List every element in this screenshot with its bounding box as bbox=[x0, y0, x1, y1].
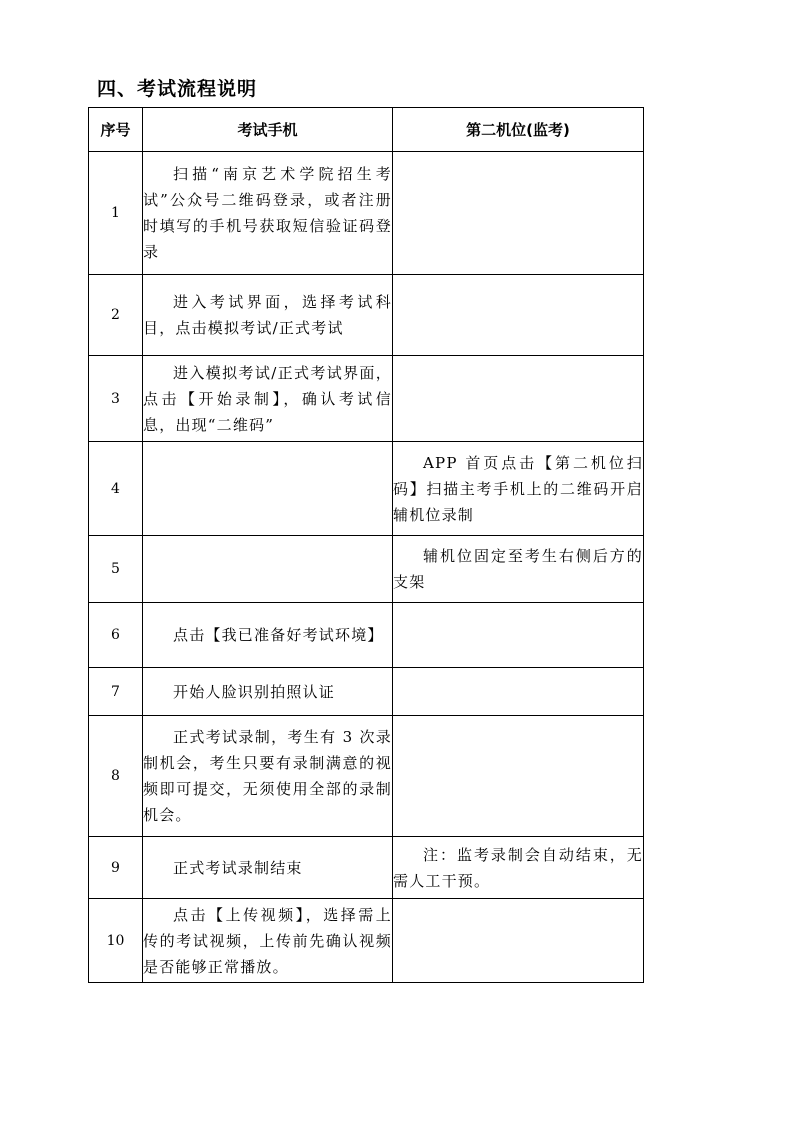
row-number: 10 bbox=[89, 899, 143, 983]
phone-step bbox=[143, 275, 393, 356]
second-camera-step-text: 注：监考录制会自动结束，无需人工干预。 bbox=[393, 845, 643, 890]
table-row bbox=[89, 668, 644, 716]
row-number: 3 bbox=[89, 356, 143, 442]
phone-step bbox=[143, 152, 393, 275]
header-second-camera: 第二机位(监考) bbox=[393, 108, 644, 152]
second-camera-step bbox=[393, 837, 644, 899]
phone-step bbox=[143, 668, 393, 716]
second-camera-step bbox=[393, 356, 644, 442]
row-number: 1 bbox=[89, 152, 143, 275]
phone-step-text: 正式考试录制结束 bbox=[173, 858, 303, 877]
header-sequence: 序号 bbox=[89, 108, 143, 152]
phone-step-text: 正式考试录制，考生有 3 次录制机会，考生只要有录制满意的视频即可提交，无须使用全部的录制机会。 bbox=[143, 728, 392, 824]
table-row bbox=[89, 716, 644, 837]
table-row bbox=[89, 442, 644, 536]
second-camera-step-text: APP 首页点击【第二机位扫码】扫描主考手机上的二维码开启辅机位录制 bbox=[393, 453, 643, 524]
phone-step bbox=[143, 899, 393, 983]
table-row bbox=[89, 152, 644, 275]
row-number: 9 bbox=[89, 837, 143, 899]
table-row bbox=[89, 536, 644, 603]
phone-step bbox=[143, 442, 393, 536]
second-camera-step bbox=[393, 442, 644, 536]
row-number: 2 bbox=[89, 275, 143, 356]
table-header-row bbox=[89, 108, 644, 152]
phone-step-text: 点击【上传视频】，选择需上传的考试视频，上传前先确认视频是否能够正常播放。 bbox=[143, 905, 392, 976]
second-camera-step bbox=[393, 899, 644, 983]
second-camera-step bbox=[393, 152, 644, 275]
section-title: 四、考试流程说明 bbox=[97, 78, 258, 100]
header-exam-phone: 考试手机 bbox=[143, 108, 393, 152]
second-camera-step bbox=[393, 275, 644, 356]
phone-step-text: 开始人脸识别拍照认证 bbox=[173, 682, 336, 701]
second-camera-step-text: 辅机位固定至考生右侧后方的支架 bbox=[393, 547, 643, 591]
table-row bbox=[89, 356, 644, 442]
table-row bbox=[89, 603, 644, 668]
phone-step-text: 进入模拟考试/正式考试界面，点击【开始录制】，确认考试信息，出现“二维码” bbox=[143, 363, 392, 434]
second-camera-step bbox=[393, 603, 644, 668]
row-number: 7 bbox=[89, 668, 143, 716]
second-camera-step bbox=[393, 536, 644, 603]
exam-flow-table bbox=[88, 107, 644, 983]
row-number: 4 bbox=[89, 442, 143, 536]
row-number: 6 bbox=[89, 603, 143, 668]
second-camera-step bbox=[393, 668, 644, 716]
phone-step-text: 点击【我已准备好考试环境】 bbox=[173, 626, 384, 644]
row-number: 8 bbox=[89, 716, 143, 837]
phone-step bbox=[143, 603, 393, 668]
table-row bbox=[89, 275, 644, 356]
phone-step bbox=[143, 716, 393, 837]
row-number: 5 bbox=[89, 536, 143, 603]
phone-step bbox=[143, 356, 393, 442]
phone-step bbox=[143, 536, 393, 603]
phone-step-text: 进入考试界面，选择考试科目，点击模拟考试/正式考试 bbox=[143, 293, 392, 337]
phone-step-text: 扫描“南京艺术学院招生考试”公众号二维码登录，或者注册时填写的手机号获取短信验证码登录 bbox=[143, 165, 392, 261]
second-camera-step bbox=[393, 716, 644, 837]
table-row bbox=[89, 837, 644, 899]
table-row bbox=[89, 899, 644, 983]
phone-step bbox=[143, 837, 393, 899]
